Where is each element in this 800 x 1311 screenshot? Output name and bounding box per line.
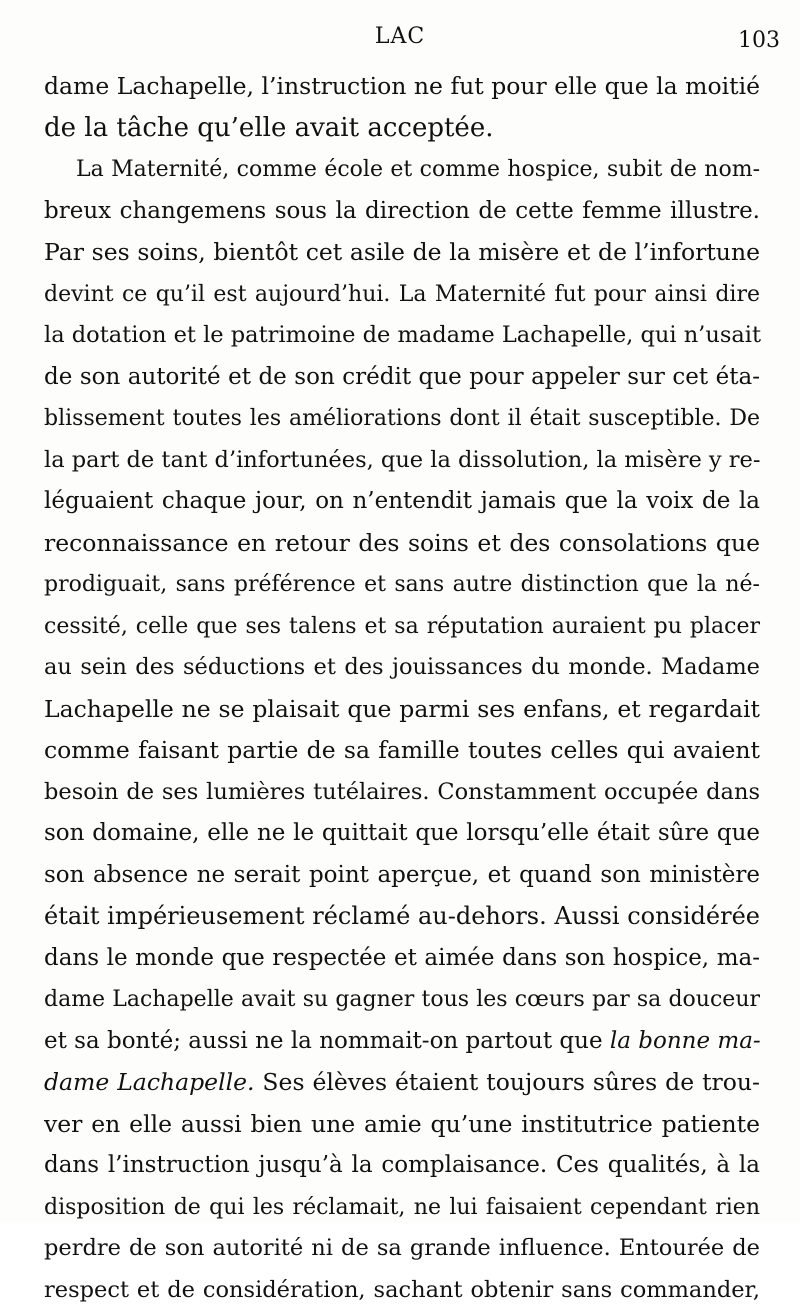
text-line: respect et de considération, sachant obtenir sans commander, (44, 1270, 760, 1311)
text-line: dame Lachapelle avait su gagner tous les cœurs par sa douceur (44, 979, 760, 1021)
page-number: 103 (738, 28, 780, 53)
text-run: et sa bonté; aussi ne la nommait-on partout que (44, 1028, 610, 1054)
text-line: cessité, celle que ses talens et sa réputation auraient pu placer (44, 606, 760, 648)
text-line: de la tâche qu’elle avait acceptée. (44, 108, 760, 150)
running-title: LAC (0, 24, 800, 49)
text-line: disposition de qui les réclamait, ne lui faisaient cependant rien (44, 1187, 760, 1229)
text-line: son domaine, elle ne le quittait que lorsqu’elle était sûre que (44, 813, 760, 855)
text-line: Par ses soins, bientôt cet asile de la misère et de l’infortune (44, 232, 760, 274)
text-line: la part de tant d’infortunées, que la dissolution, la misère y re- (44, 440, 760, 482)
text-line: besoin de ses lumières tutélaires. Constamment occupée dans (44, 772, 760, 814)
text-run: Ses élèves étaient toujours sûres de trou- (254, 1068, 760, 1096)
text-line: comme faisant partie de sa famille toutes celles qui avaient (44, 730, 760, 772)
text-line: de son autorité et de son crédit que pour appeler sur cet éta- (44, 357, 760, 399)
text-line: breux changemens sous la direction de cette femme illustre. (44, 191, 760, 233)
text-line (44, 1062, 760, 1104)
text-line: reconnaissance en retour des soins et des consolations que (44, 523, 760, 565)
text-line: prodiguait, sans préférence et sans autre distinction que la né- (44, 564, 760, 606)
text-line: ver en elle aussi bien une amie qu’une institutrice patiente (44, 1104, 760, 1146)
text-line: au sein des séductions et des jouissances du monde. Madame (44, 647, 760, 689)
text-line: dame Lachapelle, l’instruction ne fut pour elle que la moitié (44, 66, 760, 108)
italic-text-run: la bonne ma- (610, 1028, 761, 1054)
text-line: était impérieusement réclamé au-dehors. Aussi considérée (44, 896, 760, 938)
running-head (0, 24, 800, 54)
text-line: devint ce qu’il est aujourd’hui. La Maternité fut pour ainsi dire (44, 274, 760, 316)
text-line: léguaient chaque jour, on n’entendit jamais que la voix de la (44, 481, 760, 523)
text-line: Lachapelle ne se plaisait que parmi ses enfans, et regardait (44, 689, 760, 731)
text-line: dans l’instruction jusqu’à la complaisance. Ces qualités, à la (44, 1145, 760, 1187)
text-line: blissement toutes les améliorations dont il était susceptible. De (44, 398, 760, 440)
text-line: perdre de son autorité ni de sa grande influence. Entourée de (44, 1228, 760, 1270)
text-line: La Maternité, comme école et comme hospice, subit de nom- (44, 149, 760, 191)
text-line (44, 1021, 760, 1063)
text-line: la dotation et le patrimoine de madame Lachapelle, qui n’usait (44, 315, 760, 357)
text-line: dans le monde que respectée et aimée dans son hospice, ma- (44, 938, 760, 980)
italic-text-run: dame Lachapelle. (44, 1068, 254, 1096)
body-text (44, 66, 760, 1311)
text-line: son absence ne serait point aperçue, et quand son ministère (44, 855, 760, 897)
